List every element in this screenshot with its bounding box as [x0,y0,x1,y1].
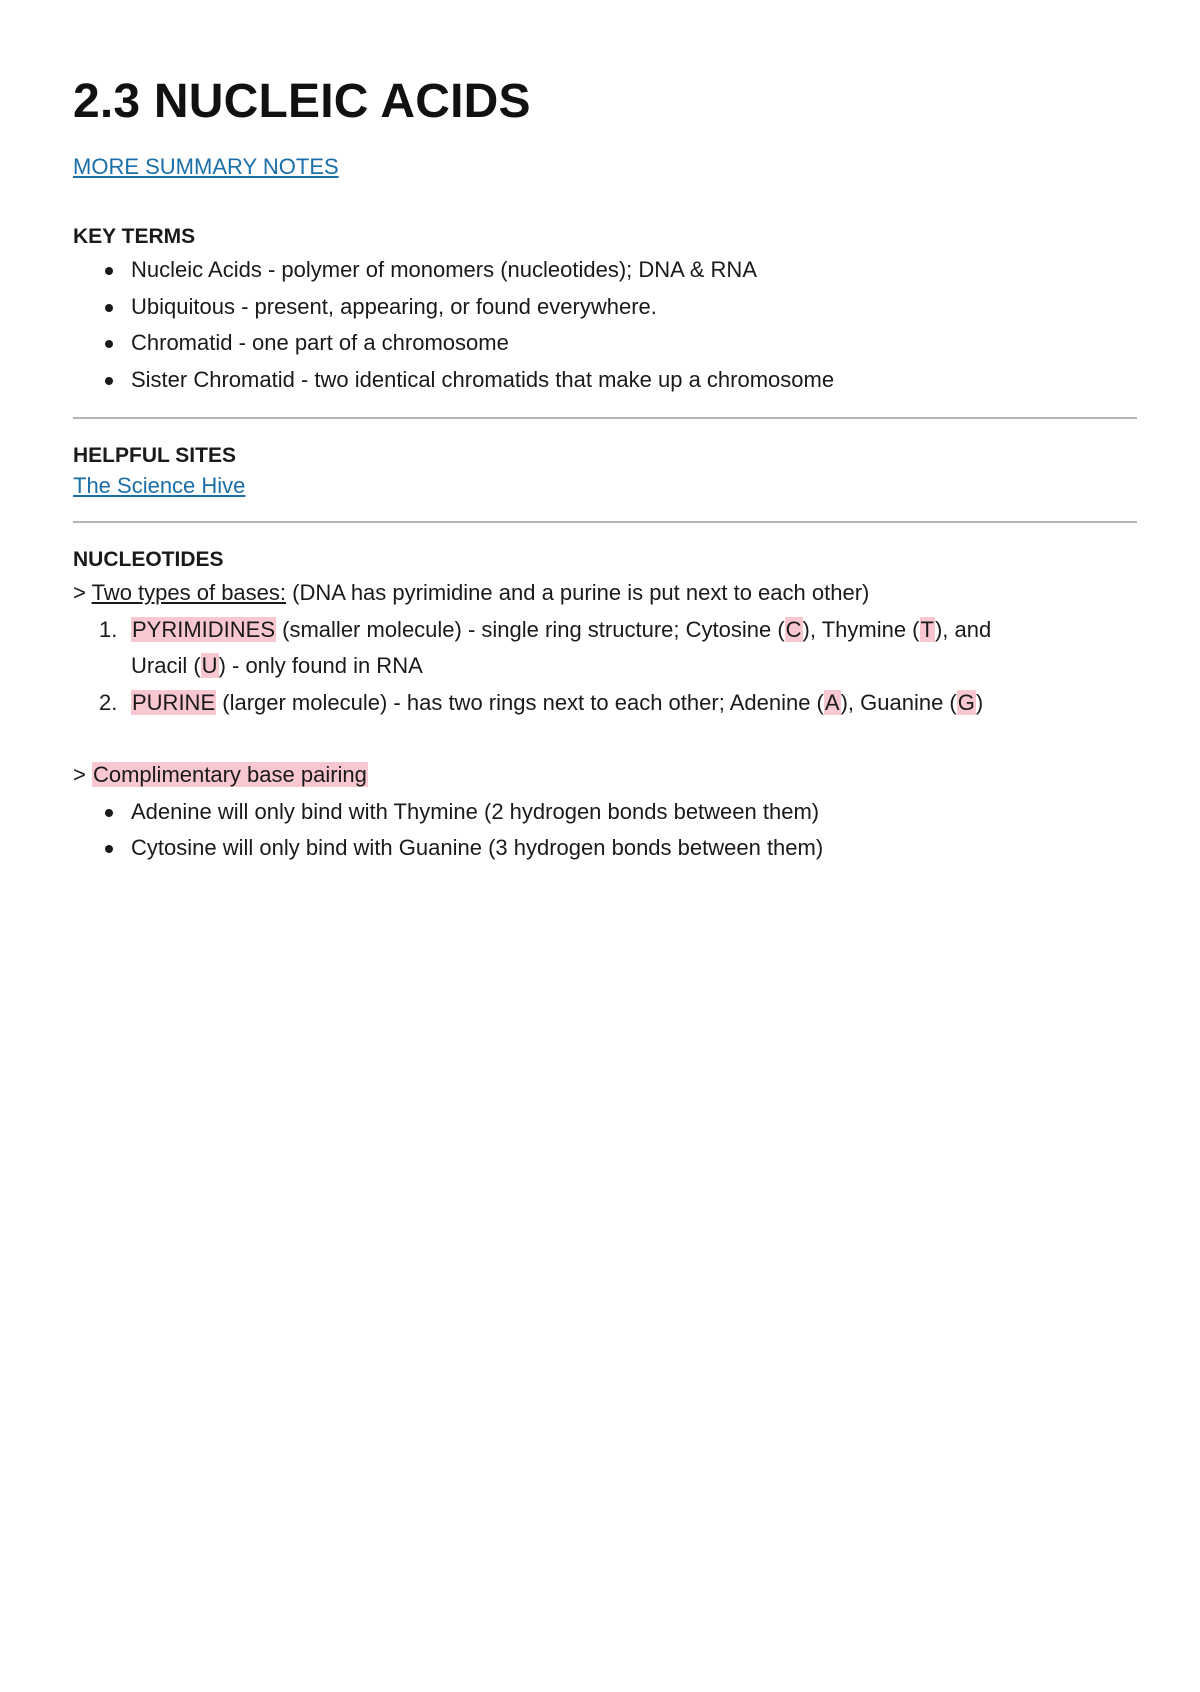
list-item: Nucleic Acids - polymer of monomers (nucleotides); DNA & RNA [73,252,1137,289]
arrow-marker: > [73,762,86,787]
document-content [73,74,1137,867]
adenine-letter: A [824,689,840,715]
purine-text: ), Guanine ( [840,689,957,715]
list-item-pyrimidines [73,612,1137,685]
pairing-label: Complimentary base pairing [92,762,367,787]
pyrimidines-text: Uracil ( [131,653,201,678]
pairing-list [73,794,1137,867]
list-item: Sister Chromatid - two identical chromatids that make up a chromosome [73,362,1137,399]
divider [73,521,1137,523]
bases-note: (DNA has pyrimidine and a purine is put next to each other) [292,580,870,605]
cytosine-letter: C [785,616,802,642]
pairing-intro [73,757,1137,794]
list-item-purine [73,685,1137,722]
science-hive-link[interactable]: The Science Hive [73,473,246,498]
purine-text: (larger molecule) - has two rings next to each other; Adenine ( [222,689,824,715]
arrow-marker: > [73,580,86,605]
pyrimidines-term: PYRIMIDINES [132,616,276,642]
purine-term: PURINE [132,689,216,715]
more-summary-notes-link[interactable]: MORE SUMMARY NOTES [73,154,339,179]
bases-list [73,612,1137,722]
list-number: 2. [99,689,118,715]
list-number: 1. [99,616,118,642]
nucleotides-heading: NUCLEOTIDES [73,548,224,571]
uracil-letter: U [201,653,218,678]
page-title: 2.3 NUCLEIC ACIDS [73,75,531,128]
pyrimidines-text: ), and [934,616,992,642]
list-item: Chromatid - one part of a chromosome [73,325,1137,362]
pyrimidines-text: ), Thymine ( [802,616,920,642]
bases-intro [73,575,1137,612]
list-item: Adenine will only bind with Thymine (2 hydrogen bonds between them) [73,794,1137,831]
bases-label: Two types of bases: [91,580,287,605]
key-terms-list [73,252,1137,398]
spacer [73,721,1137,757]
thymine-letter: T [920,616,934,642]
divider [73,417,1137,419]
key-terms-heading: KEY TERMS [73,225,196,248]
guanine-letter: G [957,689,975,715]
list-item: Cytosine will only bind with Guanine (3 hydrogen bonds between them) [73,830,1137,867]
pyrimidines-text: (smaller molecule) - single ring structure; Cytosine ( [282,616,785,642]
purine-text: ) [975,689,984,715]
list-item: Ubiquitous - present, appearing, or found everywhere. [73,289,1137,326]
pyrimidines-text: ) - only found in RNA [218,653,423,678]
helpful-sites-heading: HELPFUL SITES [73,444,236,467]
